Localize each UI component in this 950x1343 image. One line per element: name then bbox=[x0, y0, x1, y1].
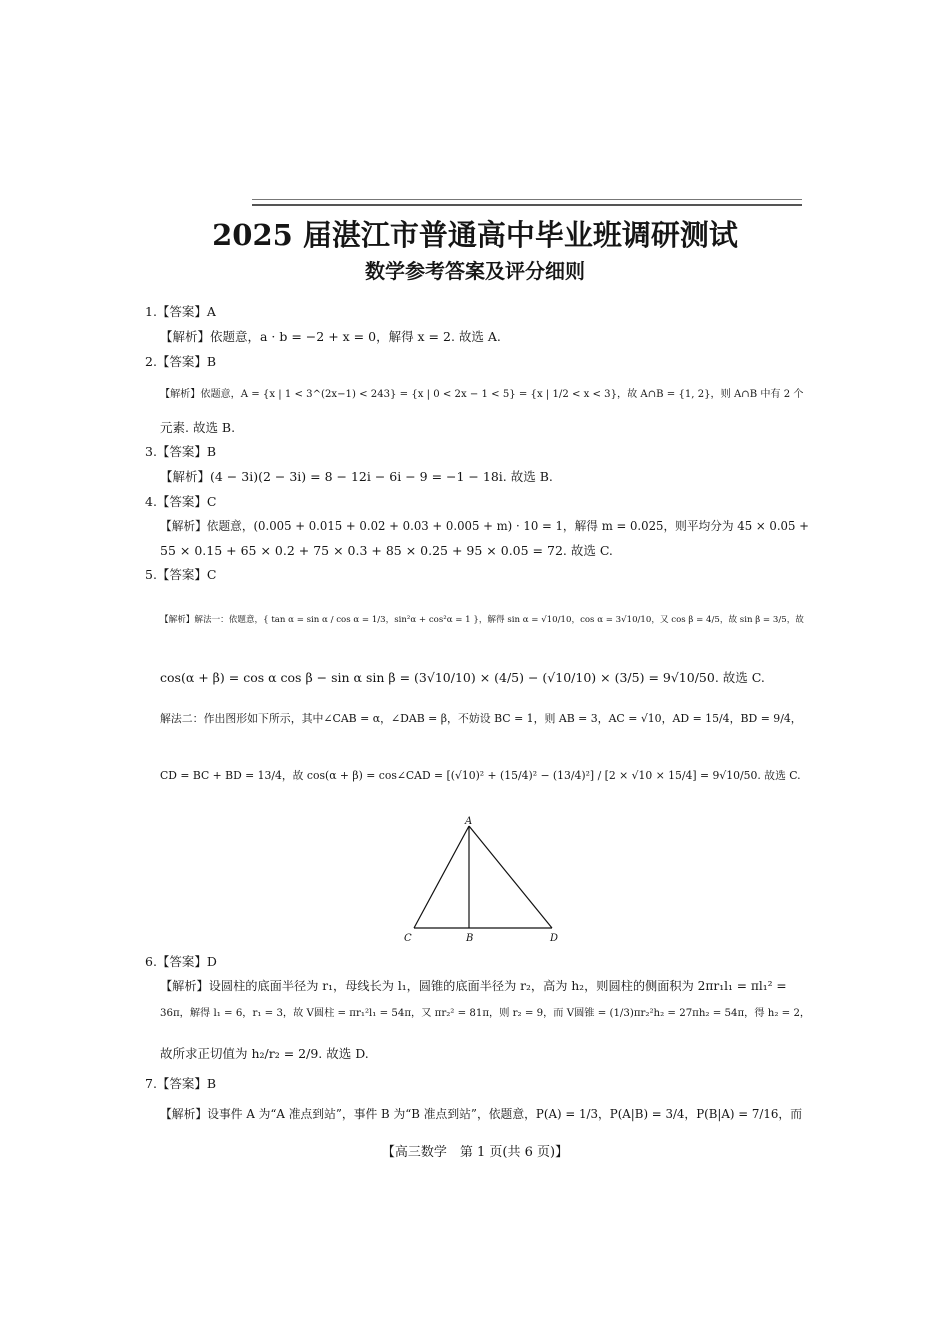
page-title: 2025 届湛江市普通高中毕业班调研测试 bbox=[212, 218, 738, 252]
vertex-label-b: B bbox=[466, 933, 474, 944]
analysis-line: 【解析】设事件 A 为“A 准点到站”，事件 B 为“B 准点到站”，依题意，P(A) = 1/3，P(A|B) = 3/4，P(B|A) = 7/16，而 bbox=[160, 1107, 802, 1121]
analysis-line: 【解析】依题意，(0.005 + 0.015 + 0.02 + 0.03 + 0.005 + m) · 10 = 1，解得 m = 0.025，则平均分为 45 × 0.05 + bbox=[160, 519, 809, 533]
answer-line: 1.【答案】A bbox=[145, 304, 216, 319]
header-rule-thin bbox=[252, 199, 802, 200]
analysis-line: 【解析】依题意，A = {x | 1 < 3^(2x−1) < 243} = {x | 0 < 2x − 1 < 5} = {x | 1/2 < x < 3}，故 A∩B = {1, 2}，则 A∩B 中有 2 个 bbox=[160, 389, 804, 400]
vertex-label-a: A bbox=[465, 816, 473, 827]
answer-line: 7.【答案】B bbox=[145, 1076, 217, 1091]
page-subtitle: 数学参考答案及评分细则 bbox=[365, 259, 585, 283]
header-rule-thick bbox=[252, 204, 802, 206]
analysis-line: 【解析】依题意，a · b = −2 + x = 0，解得 x = 2. 故选 A. bbox=[160, 329, 501, 344]
analysis-line: CD = BC + BD = 13/4，故 cos(α + β) = cos∠CAD = [(√10)² + (15/4)² − (13/4)²] / [2 × √10 × 15/4] = 9√10/50. 故选 C. bbox=[160, 769, 801, 782]
analysis-line: 36π，解得 l₁ = 6，r₁ = 3，故 V圆柱 = πr₁²l₁ = 54π，又 πr₂² = 81π，则 r₂ = 9，而 V圆锥 = (1/3)πr₂²h₂ = 27πh₂ = 54π，得 h₂ = 2， bbox=[160, 1008, 811, 1019]
analysis-line: 【解析】解法一：依题意，{ tan α = sin α / cos α = 1/3，sin²α + cos²α = 1 }，解得 sin α = √10/10，cos α = 3√10/10，又 cos β = 4/5，故 sin β = 3/5，故 bbox=[160, 615, 804, 625]
analysis-line: 解法二：作出图形如下所示，其中∠CAB = α，∠DAB = β，不妨设 BC = 1，则 AB = 3，AC = √10，AD = 15/4，BD = 9/4， bbox=[160, 712, 802, 725]
answer-line: 2.【答案】B bbox=[145, 354, 217, 369]
segment-ac bbox=[414, 826, 469, 928]
analysis-line: 【解析】设圆柱的底面半径为 r₁，母线长为 l₁，圆锥的底面半径为 r₂，高为 h₂，则圆柱的侧面积为 2πr₁l₁ = πl₁² = bbox=[160, 979, 787, 993]
answer-line: 3.【答案】B bbox=[145, 444, 217, 459]
analysis-line: 元素. 故选 B. bbox=[160, 420, 236, 435]
segment-ad bbox=[469, 826, 552, 928]
analysis-line: 故所求正切值为 h₂/r₂ = 2/9. 故选 D. bbox=[160, 1046, 369, 1061]
answer-line: 5.【答案】C bbox=[145, 567, 217, 582]
answer-line: 4.【答案】C bbox=[145, 494, 217, 509]
vertex-label-d: D bbox=[550, 933, 559, 944]
analysis-line: cos(α + β) = cos α cos β − sin α sin β = (3√10/10) × (4/5) − (√10/10) × (3/5) = 9√10/50. 故选 C. bbox=[160, 670, 765, 685]
triangle-figure bbox=[400, 814, 570, 946]
answer-line: 6.【答案】D bbox=[145, 954, 217, 969]
analysis-line: 55 × 0.15 + 65 × 0.2 + 75 × 0.3 + 85 × 0.25 + 95 × 0.05 = 72. 故选 C. bbox=[160, 543, 613, 558]
analysis-line: 【解析】(4 − 3i)(2 − 3i) = 8 − 12i − 6i − 9 = −1 − 18i. 故选 B. bbox=[160, 469, 553, 484]
vertex-label-c: C bbox=[404, 933, 412, 944]
page-footer: 【高三数学 第 1 页(共 6 页)】 bbox=[381, 1145, 569, 1160]
